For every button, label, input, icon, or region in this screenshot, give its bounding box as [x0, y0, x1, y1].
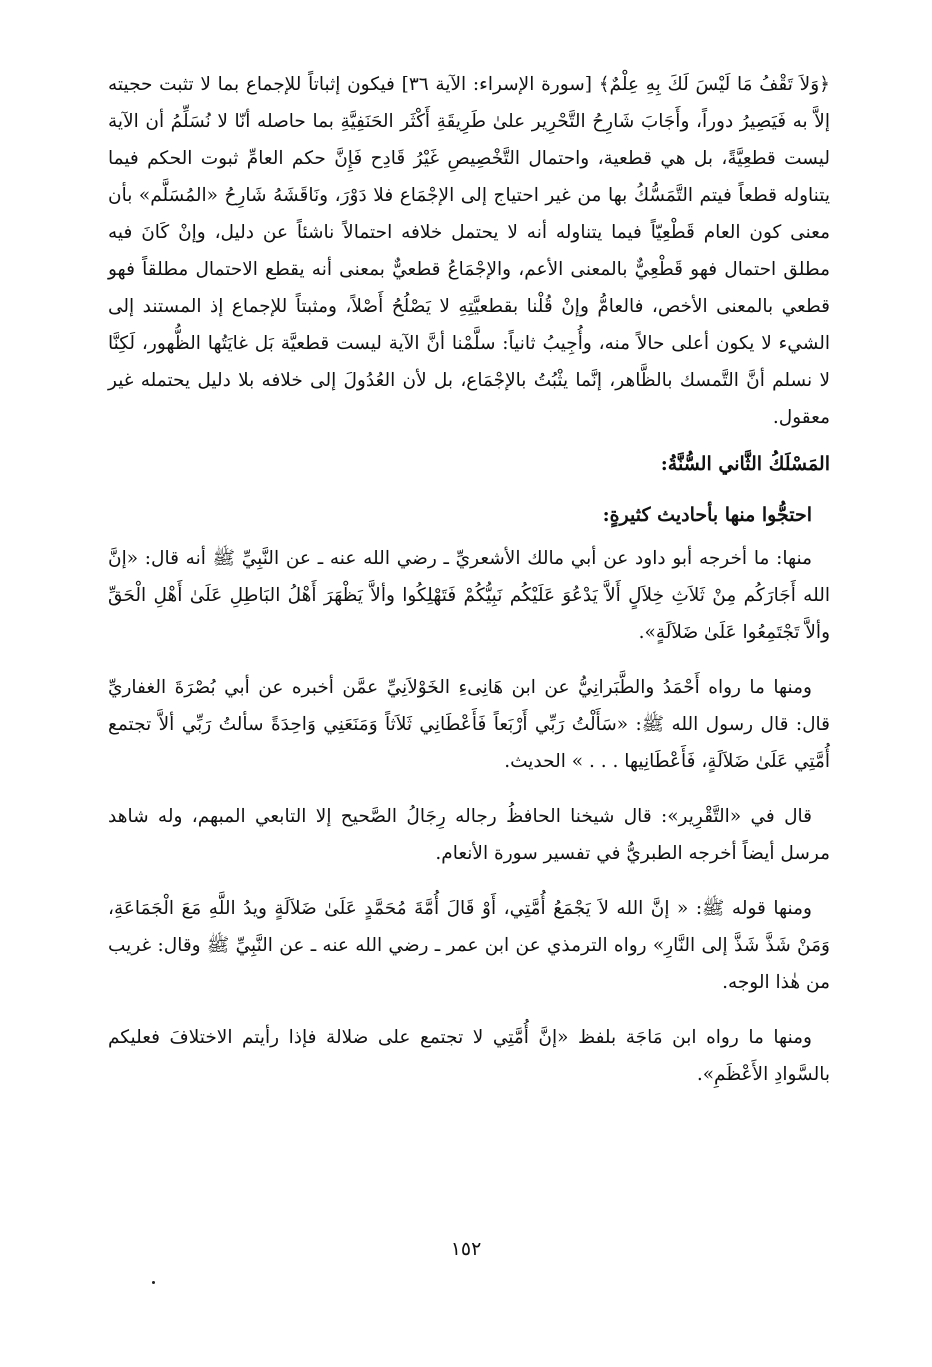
- paragraph-hadith-3: ومنها قوله ﷺ: « إنَّ الله لاَ يَجْمَعُ أُمَّتِي، أَوْ قَالَ أُمَّةَ مُحَمَّدٍ عَلَىٰ ضَلاَلَةٍ ويدُ اللَّهِ مَعَ الْجَمَاعَةِ، وَمَنْ شَذَّ شَذَّ إلى النَّارِ» رواه الترمذي عن ابن عمر ـ رضي الله عنه ـ عن النَّبِيِّ ﷺ وقال: غريب من هٰذا الوجه.: [108, 898, 830, 993]
- paragraph-hadith-1: منها: ما أخرجه أبو داود عن أبي مالك الأشعريِّ ـ رضي الله عنه ـ عن النَّبِيِّ ﷺ أنه قال: «إنَّ الله أَجَارَكُم مِنْ ثَلاَثِ خِلاَلٍ أَلاَّ يَدْعُوَ عَلَيْكُم نَبِيُّكُمْ فَتَهْلِكُوا وألاَّ يَظْهَرَ أَهْلُ البَاطِلِ عَلَىٰ أَهْلِ الْحَقِّ وألاَّ تَجْتَمِعُوا عَلَىٰ ضَلاَلَةٍ».: [108, 548, 830, 643]
- page-number: ١٥٢: [450, 1238, 482, 1260]
- paragraph-taqrir: قال في «التَّقْرِير»: قال شيخنا الحافظُ رجاله رِجَالُ الصَّحيح إلا التابعي المبهم، وله شاهد مرسل أيضاً أخرجه الطبريُّ في تفسير سورة الأنعام.: [108, 806, 830, 864]
- main-text: [108, 66, 830, 1093]
- paragraph-continuation: ﴿وَلاَ تَقْفُ مَا لَيْسَ لَكَ بِهِ عِلْمٌ﴾ [سورة الإسراء: الآية ٣٦] فيكون إثباتاً للإجماع بما لا تثبت حجيته إلاَّ به فَيَصِيرُ دوراً، وأَجَابَ شَارِحُ التَّحْرِير علىٰ طَرِيقَةِ أَكْثَر الحَنَفِيَّةِ بما حاصله أنّا لا نُسَلِّمُ أن الآية ليست قطعِيَّةً، بل هي قطعية، واحتمال التَّخْصِيصِ غَيْرُ قَادِح فَإِنَّ حكم العامِّ ثبوت الحكم فيما يتناوله قطعاً فيتم التَّمَسُّكُ بها من غير احتياج إلى الإجْمَاع فلا دَوْرَ، ونَاقَشَهُ شَارِحُ «المُسَلَّم» بأن معنى كون العام قَطْعِيّاً فيما يتناوله أنه لا يحتمل خلافه احتمالاً ناشئاً عن دليل، وإنْ كَانَ فيه مطلق احتمال فهو قَطْعِيٌّ بالمعنى الأعم، والإجْمَاعُ قطعيٌّ بمعنى أنه يقطع الاحتمال مطلقاً فهو قطعي بالمعنى الأخص، فالعامُّ وإنْ قُلْنا بقطعيَّتِهِ لا يَصْلُحُ أَصْلاً، ومثبتاً للإجماع إذ المستند إلى الشيء لا يكون أعلى حالاً منه، وأُجِيبُ ثانياً: سلَّمْنا أنَّ الآية ليست قطعيَّة بَل غايَتُها الظُّهور، لَكِنَّا لا نسلم أنَّ التَّمسك بالظَّاهر، إنَّما يثْبُتُ بالإجْمَاع، بل لأن العُدُولَ إلى خلافه بلا دليل يحتمله غير معقول.: [108, 74, 830, 428]
- section-heading: المَسْلَكُ الثَّاني السُّنَّةُ:: [660, 453, 830, 475]
- section-subheading: احتجُّوا منها بأحاديث كثيرةٍ:: [602, 504, 812, 526]
- paragraph-hadith-4: ومنها ما رواه ابن مَاجَة بلفظ «إنَّ أُمَّتِي لا تجتمع على ضلالة فإذا رأيتم الاختلافَ فعليكم بالسَّوادِ الأَعْظَمِ».: [108, 1027, 830, 1085]
- scan-speck: [152, 1281, 155, 1284]
- paragraph-hadith-2: ومنها ما رواه أَحْمَدُ والطَّبَرانِيُّ عن ابن هَانِىءِ الخَوْلاَنِيِّ عمَّن أخبره عن أبي بُصْرَةَ الغفاريِّ قال: قال رسول الله ﷺ: «سَأَلْتُ رَبِّي أَرْبَعاً فَأَعْطَانِي ثَلاَثاً وَمَنَعَنِي وَاحِدَةً سألتُ رَبِّي ألاَّ تجتمع أُمَّتِي عَلَىٰ ضَلاَلَةٍ، فَأَعْطَانِيها . . . » الحديث.: [108, 677, 830, 772]
